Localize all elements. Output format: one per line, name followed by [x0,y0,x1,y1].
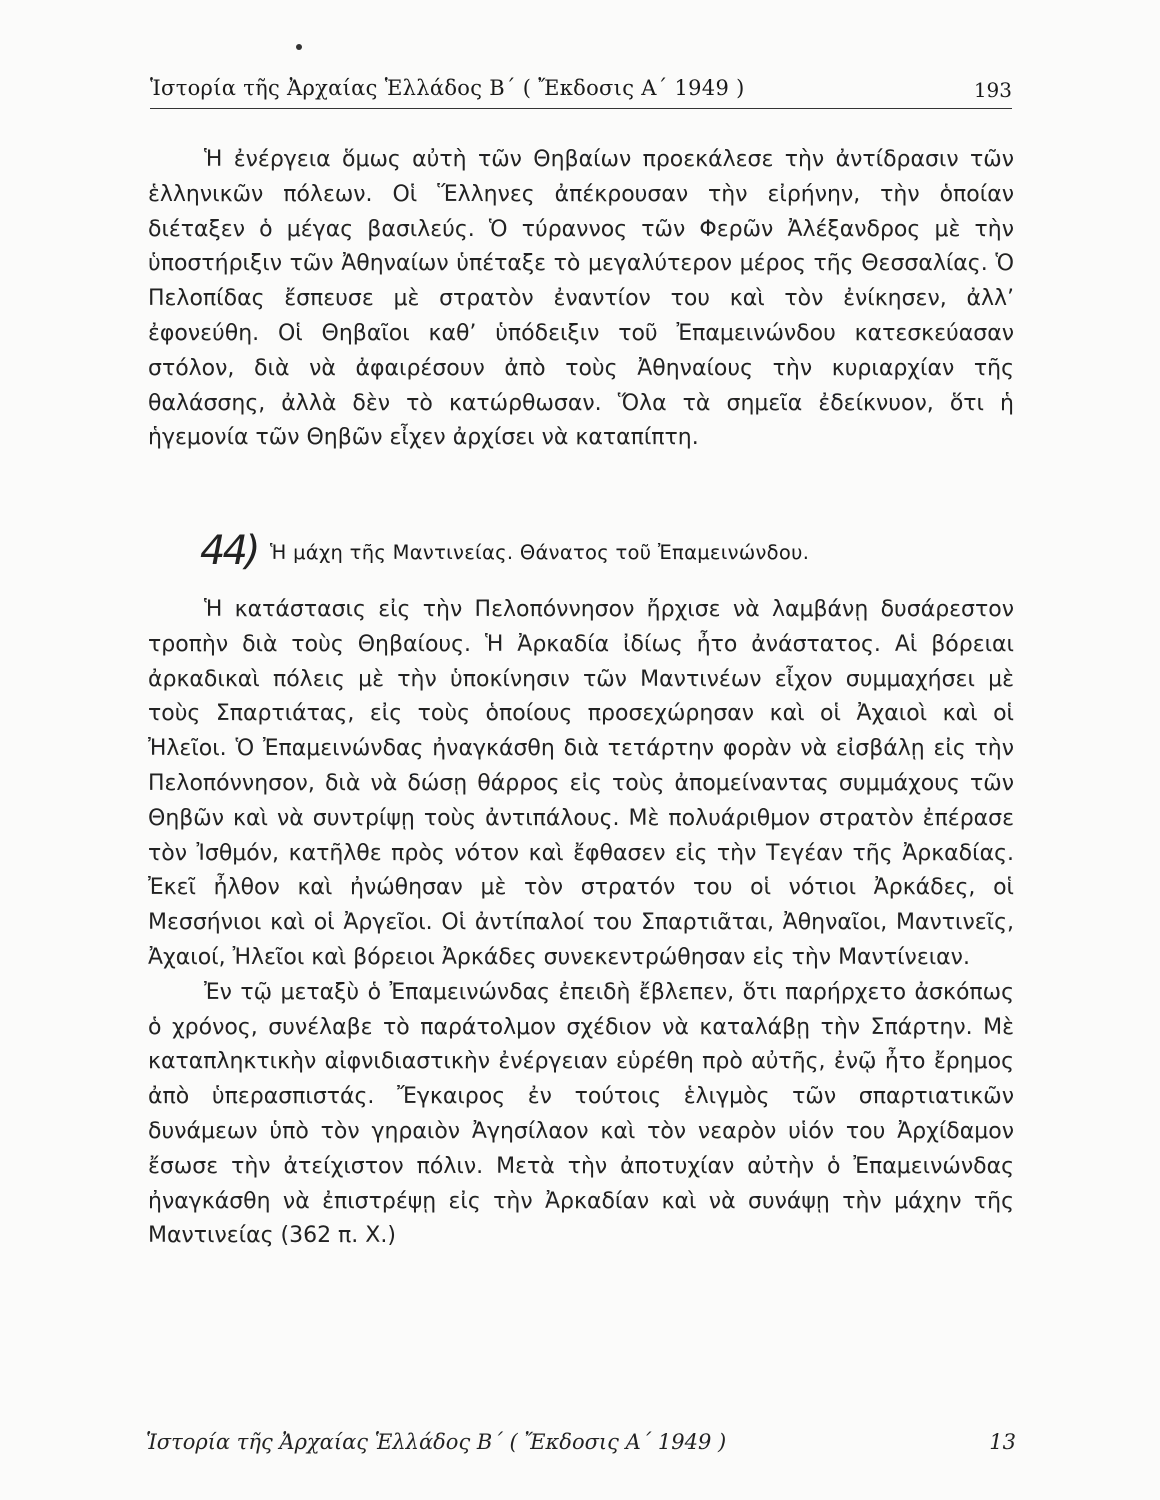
section-title: Ἡ μάχη τῆς Μαντινείας. Θάνατος τοῦ Ἐπαμεινώνδου. [270,541,810,564]
ink-dot [296,44,302,50]
section-heading [200,528,1000,580]
header-page-number: 193 [973,78,1012,102]
section-two-text [148,593,1014,1254]
handwritten-number: 44) [200,528,258,574]
paragraph: Ἐν τῷ μεταξὺ ὁ Ἐπαμεινώνδας ἐπειδὴ ἔβλεπεν, ὅτι παρήρχετο ἀσκόπως ὁ χρόνος, συνέλαβε τὸ παράτολμον σχέδιον νὰ καταλάβῃ τὴν Σπάρτην. Μὲ καταπληκτικὴν αἰφνιδιαστικὴν ἐνέργειαν εὑρέθη πρὸ αὐτῆς, ἐνῷ ἦτο ἔρημος ἀπὸ ὑπερασπιστάς. Ἔγκαιρος ἐν τούτοις ἑλιγμὸς τῶν σπαρτιατικῶν δυνάμεων ὑπὸ τὸν γηραιὸν Ἀγησίλαον καὶ τὸν νεαρὸν υἱόν του Ἀρχίδαμον ἔσωσε τὴν ἀτείχιστον πόλιν. Μετὰ τὴν ἀποτυχίαν αὐτὴν ὁ Ἐπαμεινώνδας ἠναγκάσθη νὰ ἐπιστρέψῃ εἰς τὴν Ἀρκαδίαν καὶ νὰ συνάψῃ τὴν μάχην τῆς Μαντινείας (362 π. Χ.) [148,979,1014,1249]
running-header [150,74,1012,109]
header-title: Ἱστορία τῆς Ἀρχαίας Ἑλλάδος Β΄ ( Ἔκδοσις Α΄ 1949 ) [150,76,745,100]
footer-page-number: 13 [989,1430,1016,1454]
section-one-text [148,143,1014,456]
paragraph: Ἡ ἐνέργεια ὅμως αὐτὴ τῶν Θηβαίων προεκάλεσε τὴν ἀντίδρασιν τῶν ἑλληνικῶν πόλεων. Οἱ Ἕλληνες ἀπέκρουσαν τὴν εἰρήνην, τὴν ὁποίαν διέταξεν ὁ μέγας βασιλεύς. Ὁ τύραννος τῶν Φερῶν Ἀλέξανδρος μὲ τὴν ὑποστήριξιν τῶν Ἀθηναίων ὑπέταξε τὸ μεγαλύτερον μέρος τῆς Θεσσαλίας. Ὁ Πελοπίδας ἔσπευσε μὲ στρατὸν ἐναντίον του καὶ τὸν ἐνίκησεν, ἀλλ’ ἐφονεύθη. Οἱ Θηβαῖοι καθ’ ὑπόδειξιν τοῦ Ἐπαμεινώνδου κατεσκεύασαν στόλον, διὰ νὰ ἀφαιρέσουν ἀπὸ τοὺς Ἀθηναίους τὴν κυριαρχίαν τῆς θαλάσσης, ἀλλὰ δὲν τὸ κατώρθωσαν. Ὅλα τὰ σημεῖα ἐδείκνυον, ὅτι ἡ ἡγεμονία τῶν Θηβῶν εἶχεν ἀρχίσει νὰ καταπίπτη. [148,147,1014,451]
paragraph: Ἡ κατάστασις εἰς τὴν Πελοπόννησον ἤρχισε νὰ λαμβάνῃ δυσάρεστον τροπὴν διὰ τοὺς Θηβαίους. Ἡ Ἀρκαδία ἰδίως ἦτο ἀνάστατος. Αἱ βόρειαι ἀρκαδικαὶ πόλεις μὲ τὴν ὑποκίνησιν τῶν Μαντινέων εἶχον συμμαχήσει μὲ τοὺς Σπαρτιάτας, εἰς τοὺς ὁποίους προσεχώρησαν καὶ οἱ Ἀχαιοὶ καὶ οἱ Ἠλεῖοι. Ὁ Ἐπαμεινώνδας ἠναγκάσθη διὰ τετάρτην φορὰν νὰ εἰσβάλῃ εἰς τὴν Πελοπόννησον, διὰ νὰ δώσῃ θάρρος εἰς τοὺς ἀπομείναντας συμμάχους τῶν Θηβῶν καὶ νὰ συντρίψῃ τοὺς ἀντιπάλους. Μὲ πολυάριθμον στρατὸν ἐπέρασε τὸν Ἰσθμόν, κατῆλθε πρὸς νότον καὶ ἔφθασεν εἰς τὴν Τεγέαν τῆς Ἀρκαδίας. Ἐκεῖ ἦλθον καὶ ἠνώθησαν μὲ τὸν στρατόν του οἱ νότιοι Ἀρκάδες, οἱ Μεσσήνιοι καὶ οἱ Ἀργεῖοι. Οἱ ἀντίπαλοί του Σπαρτιᾶται, Ἀθηναῖοι, Μαντινεῖς, Ἀχαιοί, Ἠλεῖοι καὶ βόρειοι Ἀρκάδες συνεκεντρώθησαν εἰς τὴν Μαντίνειαν. [148,597,1014,970]
running-footer [146,1430,1016,1464]
footer-title: Ἱστορία τῆς Ἀρχαίας Ἑλλάδος Β΄ ( Ἔκδοσις Α΄ 1949 ) [146,1430,727,1454]
